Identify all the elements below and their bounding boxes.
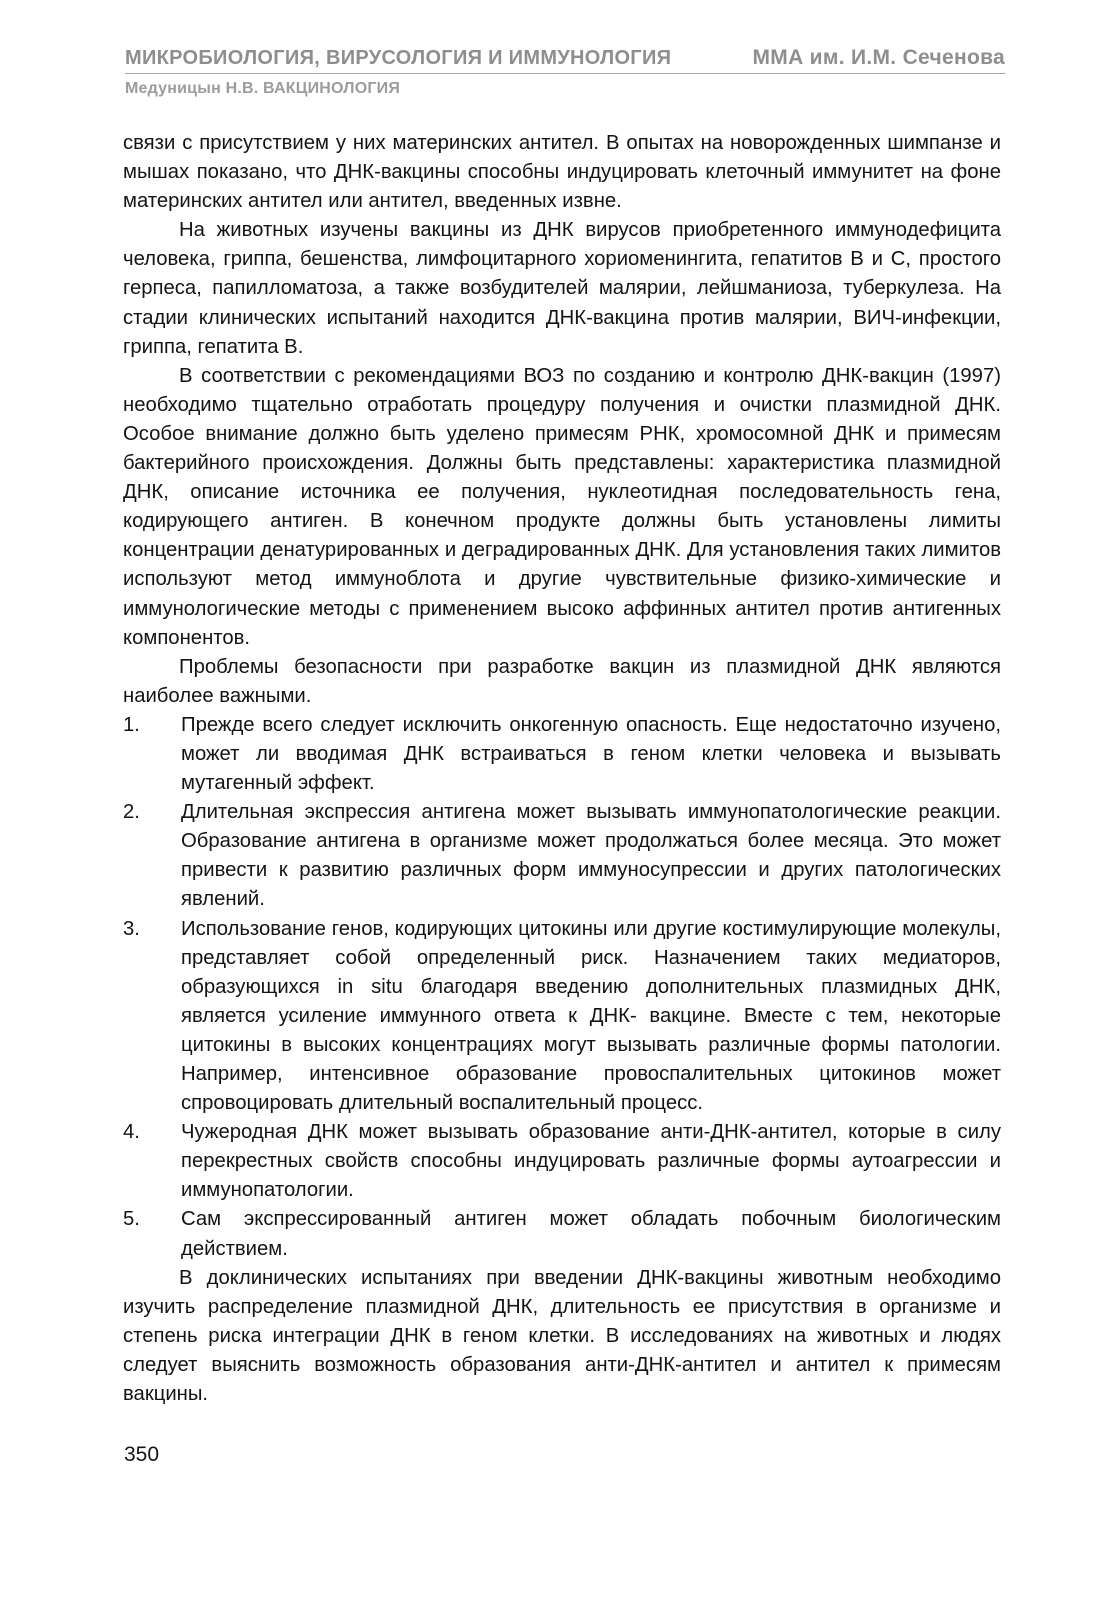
list-item (123, 798, 1001, 914)
list-item-number: 1. (123, 713, 140, 736)
paragraph: Проблемы безопасности при разработке вакцин из плазмидной ДНК являются наиболее важными. (123, 655, 1001, 707)
list-item-text: Использование генов, кодирующих цитокины или другие костимулирующие молекулы, представляет собой определенный риск. Назначением таких медиаторов, образующихся in situ благодаря введению дополнительных плазмидных ДНК, является усиление иммунного ответа к ДНК- вакцине. Вместе с тем, некоторые цитокины в высоких концентрациях могут вызывать различные формы патологии. Например, интенсивное образование провоспалительных цитокинов может спровоцировать длительный воспалительный процесс. (181, 917, 1001, 1115)
main-text (123, 129, 1001, 1409)
paragraph: В соответствии с рекомендациями ВОЗ по созданию и контролю ДНК-вакцин (1997) необходимо тщательно отработать процедуру получения и очистки плазмидной ДНК. Особое внимание должно быть уделено примесям РНК, хромосомной ДНК и примесям бактерийного происхождения. Должны быть представлены: характеристика плазмидной ДНК, описание источника ее получения, нуклеотидная последовательность гена, кодирующего антиген. В конечном продукте должны быть установлены лимиты концентрации денатурированных и деградированных ДНК. Для установления таких лимитов используют метод иммуноблота и другие чувствительные физико-химические и иммунологические методы с применением высоко аффинных антител против антигенных компонентов. (123, 364, 1001, 649)
author-work-title: Медуницын Н.В. ВАКЦИНОЛОГИЯ (125, 80, 401, 97)
closing-paragraph: В доклинических испытаниях при введении ДНК-вакцины животным необходимо изучить распределение плазмидной ДНК, длительность ее присутствия в организме и степень риска интеграции ДНК в геном клетки. В исследованиях на животных и людях следует выяснить возможность образования анти-ДНК-антител и антител к примесям вакцины. (123, 1266, 1001, 1406)
header-top-line (125, 46, 1005, 74)
running-header (125, 46, 1005, 98)
list-item (123, 711, 1001, 798)
safety-problems-list (123, 711, 1001, 1264)
list-item (123, 1205, 1001, 1263)
paragraph-continuation: связи с присутствием у них материнских антител. В опытах на новорожденных шимпанзе и мышах показано, что ДНК-вакцины способны индуцировать клеточный иммунитет на фоне материнских антител или антител, введенных извне. (123, 132, 1001, 213)
list-item (123, 1118, 1001, 1205)
list-item-text: Чужеродная ДНК может вызывать образование анти-ДНК-антител, которые в силу перекрестных свойств способны индуцировать различные формы аутоагрессии и иммунопатологии. (181, 1121, 1001, 1202)
list-item-number: 2. (123, 801, 140, 824)
list-item-number: 5. (123, 1208, 140, 1231)
page-number: 350 (124, 1443, 160, 1466)
list-item-number: 3. (123, 917, 140, 940)
course-title: МИКРОБИОЛОГИЯ, ВИРУСОЛОГИЯ И ИММУНОЛОГИЯ (125, 47, 672, 69)
list-item-number: 4. (123, 1121, 140, 1144)
list-item-text: Длительная экспрессия антигена может вызывать иммунопатологические реакции. Образование антигена в организме может продолжаться более месяца. Это может привести к развитию различных форм иммуносупрессии и других патологических явлений. (181, 801, 1001, 911)
list-item-text: Сам экспрессированный антиген может обладать побочным биологическим действием. (181, 1208, 1001, 1260)
paragraph: На животных изучены вакцины из ДНК вирусов приобретенного иммунодефицита человека, гриппа, бешенства, лимфоцитарного хориоменингита, гепатитов В и С, простого герпеса, папилломатоза, а также возбудителей малярии, лейшманиоза, туберкулеза. На стадии клинических испытаний находится ДНК-вакцина против малярии, ВИЧ-инфекции, гриппа, гепатита В. (123, 219, 1001, 358)
list-item (123, 915, 1001, 1119)
institution-name: ММА им. И.М. Сеченова (752, 46, 1005, 69)
list-item-text: Прежде всего следует исключить онкогенную опасность. Еще недостаточно изучено, может ли вводимая ДНК встраиваться в геном клетки человека и вызывать мутагенный эффект. (181, 713, 1001, 795)
